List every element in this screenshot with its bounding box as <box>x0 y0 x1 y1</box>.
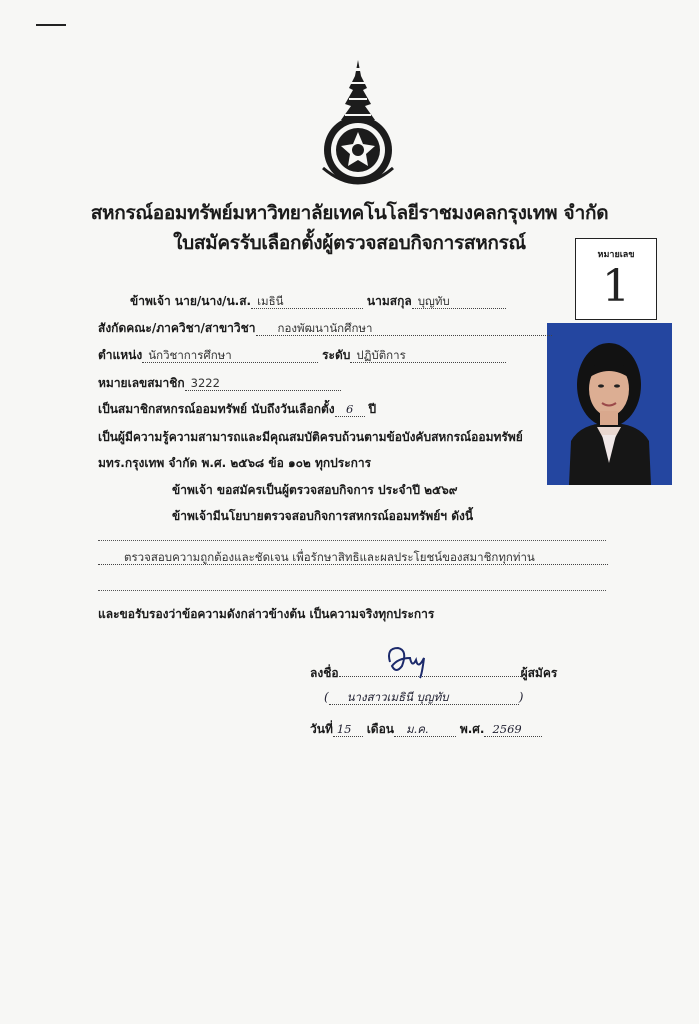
surname-label: นามสกุล <box>366 294 412 308</box>
year-label: พ.ศ. <box>459 722 485 736</box>
position-label: ตำแหน่ง <box>98 348 143 362</box>
level-field[interactable]: ปฏิบัติการ <box>350 348 506 363</box>
years-unit: ปี <box>368 402 377 416</box>
day-field[interactable]: 15 <box>333 722 363 737</box>
candidate-number: 1 <box>602 261 630 312</box>
printed-name-field[interactable]: นางสาวเมธินี บุญทับ <box>329 690 519 705</box>
printed-name-row <box>324 690 523 705</box>
position-row <box>98 346 506 365</box>
member-number-row <box>98 374 341 393</box>
close-paren: ) <box>518 690 524 704</box>
month-field[interactable]: ม.ค. <box>394 722 456 737</box>
candidate-number-label: หมายเลข <box>597 250 635 260</box>
department-label: สังกัดคณะ/ภาควิชา/สาขาวิชา <box>98 321 256 335</box>
candidate-number-box <box>575 238 657 320</box>
policy-heading: ข้าพเจ้ามีนโยบายตรวจสอบกิจการสหกรณ์ออมทรัพย์ฯ ดังนี้ <box>172 509 474 523</box>
surname-field[interactable]: บุญทับ <box>412 294 506 309</box>
open-paren: ( <box>324 690 329 704</box>
document-title: สหกรณ์ออมทรัพย์มหาวิทยาลัยเทคโนโลยีราชมงคลกรุงเทพ จำกัด <box>90 202 609 224</box>
university-seal-icon <box>315 58 401 192</box>
applicant-label: ผู้สมัคร <box>520 666 558 680</box>
qualification-line-1: เป็นผู้มีความรู้ความสามารถและมีคุณสมบัติครบถ้วนตามข้อบังคับสหกรณ์ออมทรัพย์ <box>98 430 523 444</box>
first-name-field[interactable]: เมธินี <box>251 294 363 309</box>
application-statement: ข้าพเจ้า ขอสมัครเป็นผู้ตรวจสอบกิจการ ประจำปี ๒๕๖๙ <box>172 483 458 497</box>
level-label: ระดับ <box>322 348 351 362</box>
certification-statement: และขอรับรองว่าข้อความดังกล่าวข้างต้น เป็นความจริงทุกประการ <box>98 607 435 621</box>
sign-label: ลงชื่อ <box>310 666 339 680</box>
document-subtitle: ใบสมัครรับเลือกตั้งผู้ตรวจสอบกิจการสหกรณ์ <box>173 232 526 254</box>
policy-dotted-line-3 <box>98 590 606 591</box>
qualification-line-2: มทร.กรุงเทพ จำกัด พ.ศ. ๒๕๖๘ ข้อ ๑๐๒ ทุกประการ <box>98 456 372 470</box>
applicant-portrait-icon <box>547 323 672 485</box>
member-number-field[interactable]: 3222 <box>185 376 341 391</box>
department-row <box>98 319 552 338</box>
name-label: ข้าพเจ้า นาย/นาง/น.ส. <box>130 294 252 308</box>
policy-text-field[interactable]: ตรวจสอบความถูกต้องและชัดเจน เพื่อรักษาสิทธิและผลประโยชน์ของสมาชิกทุกท่าน <box>98 550 608 565</box>
handwritten-signature-icon <box>380 640 440 680</box>
member-number-label: หมายเลขสมาชิก <box>98 376 185 390</box>
year-field[interactable]: 2569 <box>484 722 542 737</box>
page-corner-mark <box>36 24 66 26</box>
department-field[interactable]: กองพัฒนานักศึกษา <box>256 321 552 336</box>
membership-row <box>98 400 376 419</box>
policy-dotted-line-1 <box>98 540 606 541</box>
membership-label: เป็นสมาชิกสหกรณ์ออมทรัพย์ นับถึงวันเลือกตั้ง <box>98 402 335 416</box>
month-label: เดือน <box>366 722 394 736</box>
date-label: วันที่ <box>310 722 333 736</box>
date-row <box>310 720 542 739</box>
name-row <box>130 292 506 311</box>
position-field[interactable]: นักวิชาการศึกษา <box>142 348 318 363</box>
policy-text-row <box>98 550 608 565</box>
membership-years-field[interactable]: 6 <box>335 402 365 417</box>
applicant-photo <box>547 323 672 485</box>
